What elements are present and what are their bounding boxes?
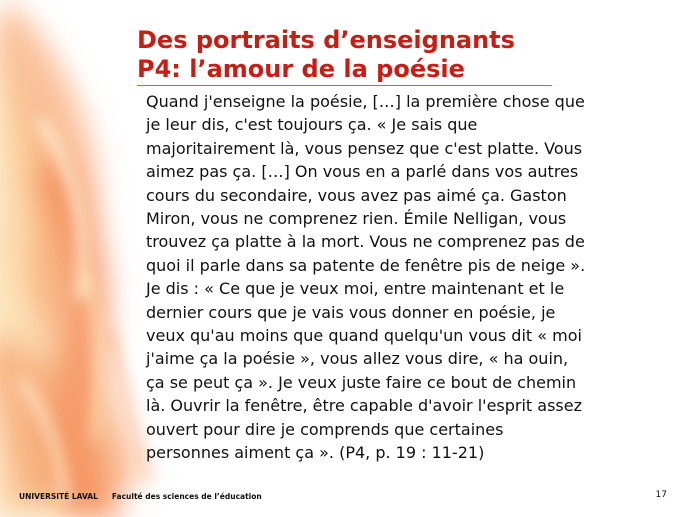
quote-line: ça se peut ça ». Je veux juste faire ce bout de chemin xyxy=(146,372,577,392)
quote-line: ouvert pour dire je comprends que certaines xyxy=(146,419,504,439)
quote-line: là. Ouvrir la fenêtre, être capable d'avoir l'esprit assez xyxy=(146,396,582,416)
slide-title xyxy=(137,26,515,84)
university-name: UNIVERSITÉ LAVAL xyxy=(19,492,98,501)
quote-line: personnes aiment ça ». (P4, p. 19 : 11-21) xyxy=(146,443,485,463)
slide-title-line-2: P4: l’amour de la poésie xyxy=(137,55,465,83)
quote-line: Je dis : « Ce que je veux moi, entre maintenant et le xyxy=(146,279,565,299)
quote-line: majoritairement là, vous pensez que c'est platte. Vous xyxy=(146,138,583,158)
page-number: 17 xyxy=(655,490,667,500)
quote-line: quoi il parle dans sa patente de fenêtre pis de neige ». xyxy=(146,255,586,275)
faculty-name: Faculté des sciences de l’éducation xyxy=(111,492,262,501)
quote-body xyxy=(146,90,636,465)
footer xyxy=(19,492,262,501)
quote-line: dernier cours que je vais vous donner en poésie, je xyxy=(146,302,556,322)
quote-line: aimez pas ça. […] On vous en a parlé dans vos autres xyxy=(146,162,579,182)
quote-line: j'aime ça la poésie », vous allez vous dire, « ha ouin, xyxy=(146,349,569,369)
title-underline xyxy=(137,85,552,86)
quote-line: trouvez ça platte à la mort. Vous ne comprenez pas de xyxy=(146,232,585,252)
quote-line: je leur dis, c'est toujours ça. « Je sais que xyxy=(146,115,478,135)
quote-line: Quand j'enseigne la poésie, […] la première chose que xyxy=(146,92,585,111)
slide-title-line-1: Des portraits d’enseignants xyxy=(137,26,515,54)
quote-line: Miron, vous ne comprenez rien. Émile Nelligan, vous xyxy=(146,209,567,229)
quote-line: veux qu'au moins que quand quelqu'un vous dit « moi xyxy=(146,326,582,346)
quote-line: cours du secondaire, vous avez pas aimé ça. Gaston xyxy=(146,185,567,205)
